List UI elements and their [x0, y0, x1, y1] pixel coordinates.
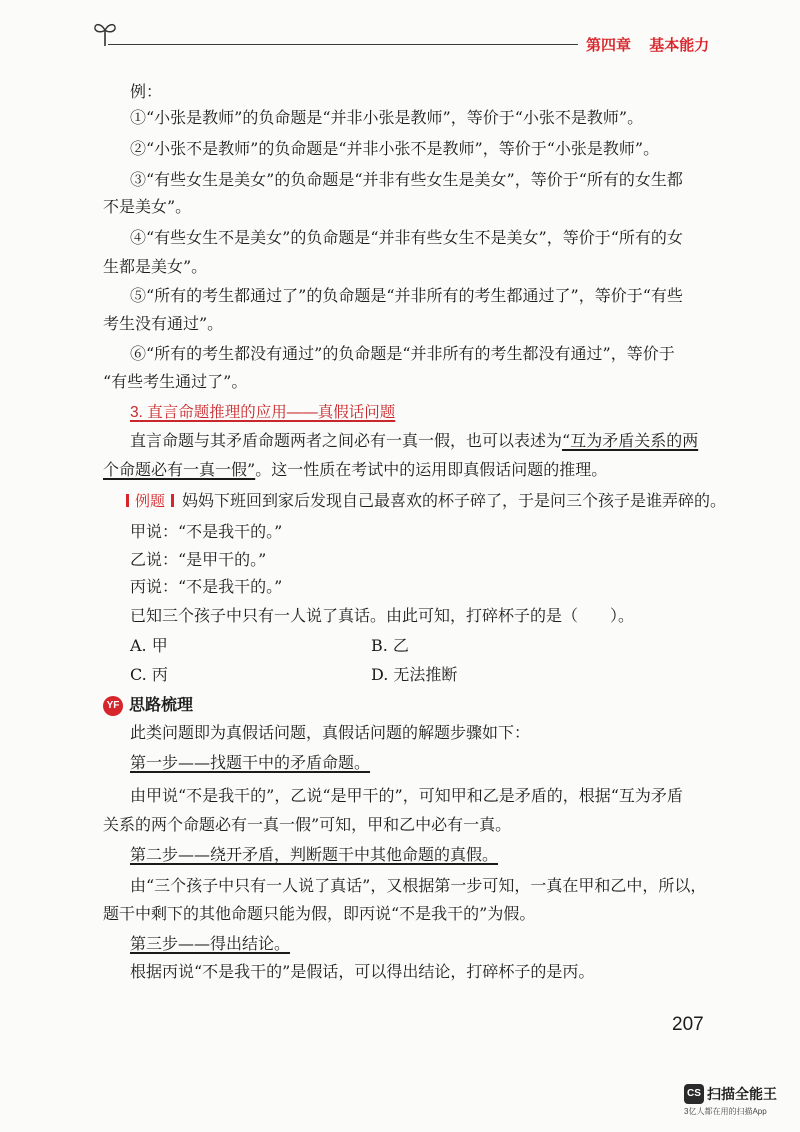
- intro-text: 。这一性质在考试中的运用即真假话问题的推理。: [255, 460, 608, 479]
- example-line: ①“小张是教师”的负命题是“并非小张是教师”，等价于“小张不是教师”。: [130, 108, 644, 127]
- example-line: ⑥“所有的考生都没有通过”的负命题是“并非所有的考生都没有通过”，等价于: [130, 344, 675, 363]
- option-a: A. 甲: [130, 636, 168, 655]
- thinking-heading: [103, 692, 193, 716]
- step-1-title: 第一步——找题干中的矛盾命题。: [130, 753, 371, 772]
- example-line: 不是美女”。: [103, 197, 192, 216]
- problem-text: 妈妈下班回到家后发现自己最喜欢的杯子碎了，于是问三个孩子是谁弄碎的。: [182, 491, 727, 510]
- intro-line-2: [103, 460, 607, 480]
- example-line: “有些考生通过了”。: [103, 372, 248, 391]
- statement-a: 甲说：“不是我干的。”: [130, 522, 283, 541]
- step-2-text: 由“三个孩子中只有一人说了真话”，又根据第一步可知，一真在甲和乙中，所以，: [130, 876, 707, 895]
- example-line: ②“小张不是教师”的负命题是“并非小张不是教师”，等价于“小张是教师”。: [130, 139, 660, 158]
- scanner-watermark: [684, 1084, 777, 1117]
- page-number: 207: [672, 1014, 704, 1035]
- example-line: 考生没有通过”。: [103, 314, 224, 333]
- section-title: 3. 直言命题推理的应用——真假话问题: [130, 404, 396, 421]
- problem-stem: [126, 491, 726, 512]
- step-3-title: 第三步——得出结论。: [130, 934, 291, 953]
- thinking-title: 思路梳理: [129, 697, 194, 714]
- option-d: D. 无法推断: [371, 665, 458, 684]
- option-c: C. 丙: [130, 665, 168, 684]
- example-line: 生都是美女”。: [103, 257, 208, 276]
- example-label: 例：: [130, 82, 163, 101]
- step-1-text: 由甲说“不是我干的”，乙说“是甲干的”，可知甲和乙是矛盾的，根据“互为矛盾: [130, 786, 683, 805]
- statement-b: 乙说：“是甲干的。”: [130, 550, 267, 569]
- option-b: B. 乙: [371, 636, 409, 655]
- question: 已知三个孩子中只有一人说了真话。由此可知，打碎杯子的是（ ）。: [130, 606, 635, 625]
- intro-text: 直言命题与其矛盾命题两者之间必有一真一假，也可以表述为: [130, 431, 563, 450]
- header-rule: [108, 44, 578, 45]
- intro-line-1: [130, 431, 698, 451]
- step-2-text: 题干中剩下的其他命题只能为假，即丙说“不是我干的”为假。: [103, 904, 536, 923]
- chapter-header: [586, 34, 709, 55]
- intro-emphasis: “互为矛盾关系的两: [562, 431, 699, 450]
- thinking-icon: YF: [103, 696, 123, 716]
- step-3-text: 根据丙说“不是我干的”是假话，可以得出结论，打碎杯子的是丙。: [130, 962, 595, 981]
- example-line: ③“有些女生是美女”的负命题是“并非有些女生是美女”，等价于“所有的女生都: [130, 170, 683, 189]
- intro-emphasis: 个命题必有一真一假”: [103, 460, 256, 479]
- example-line: ⑤“所有的考生都通过了”的负命题是“并非所有的考生都通过了”，等价于“有些: [130, 286, 683, 305]
- watermark-tagline: 3亿人都在用的扫描App: [684, 1107, 767, 1116]
- statement-c: 丙说：“不是我干的。”: [130, 577, 283, 596]
- example-tag: 例题: [126, 492, 174, 512]
- step-1-text: 关系的两个命题必有一真一假”可知，甲和乙中必有一真。: [103, 815, 512, 834]
- watermark-name: 扫描全能王: [707, 1086, 777, 1102]
- example-line: ④“有些女生不是美女”的负命题是“并非有些女生不是美女”，等价于“所有的女: [130, 228, 683, 247]
- camscanner-logo: CS: [684, 1084, 704, 1104]
- thinking-intro: 此类问题即为真假话问题，真假话问题的解题步骤如下：: [130, 723, 531, 742]
- chapter-number: 第四章: [586, 37, 632, 54]
- step-2-title: 第二步——绕开矛盾，判断题干中其他命题的真假。: [130, 845, 499, 864]
- chapter-title: 基本能力: [649, 37, 710, 54]
